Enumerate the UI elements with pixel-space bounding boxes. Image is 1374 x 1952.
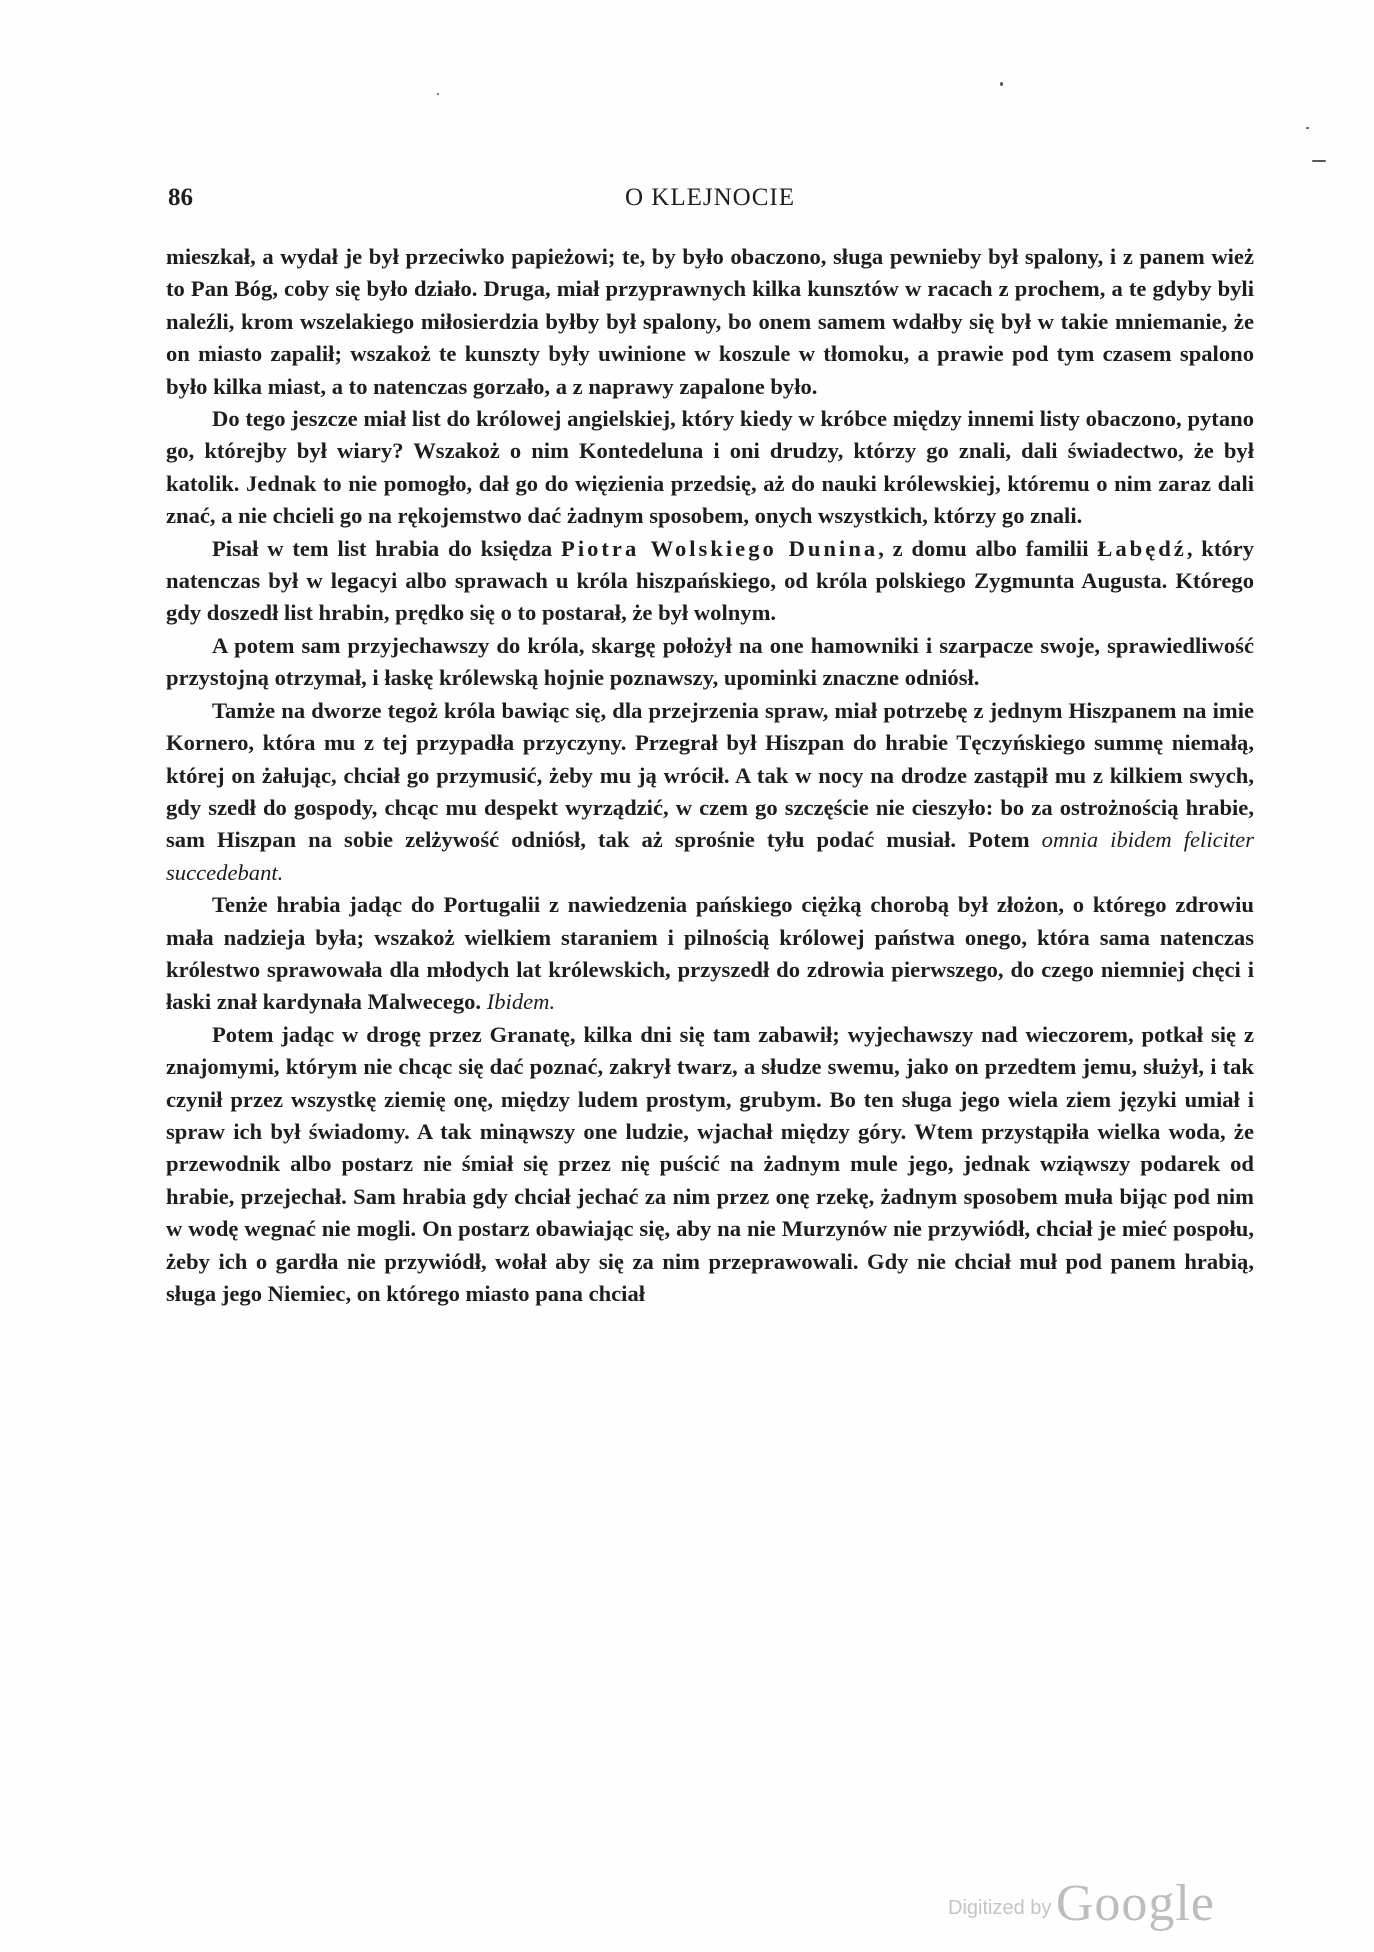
paragraph bbox=[166, 889, 1254, 1019]
paragraph bbox=[166, 403, 1254, 533]
text-run: Tenże hrabia jadąc do Portugalii z nawiedzenia pańskiego ciężką chorobą był złożon, o którego zdrowiu mała nadzieja była; wszakoż wielkiem staraniem i pilnością królowej państwa onego, która sama natenczas królestwo sprawowała dla młodych lat królewskich, przyszedł do zdrowia pierwszego, do czego niemniej chęci i łaski znał kardynała Malwecego. bbox=[166, 892, 1254, 1015]
running-head bbox=[168, 181, 1252, 215]
scan-speck bbox=[1000, 82, 1003, 86]
scan-speck bbox=[1306, 127, 1309, 129]
scan-speck bbox=[1312, 160, 1326, 162]
paragraph bbox=[166, 630, 1254, 695]
text-run: , który natenczas był w legacyi albo sprawach u króla hiszpańskiego, od króla polskiego Zygmunta Augusta. Którego gdy doszedł list hrabin, prędko się o to postarał, że był wolnym. bbox=[166, 535, 1254, 626]
spaced-name: Łabędź bbox=[1097, 535, 1187, 561]
text-run: , z domu albo familii bbox=[878, 535, 1098, 561]
paragraph bbox=[166, 695, 1254, 889]
spaced-name: Piotra Wolskiego Dunina bbox=[561, 535, 879, 561]
google-watermark bbox=[948, 1874, 1215, 1933]
page-number: 86 bbox=[168, 184, 193, 211]
google-logo: Google bbox=[1055, 1875, 1215, 1932]
italic-phrase: Ibidem. bbox=[486, 989, 556, 1015]
text-run: Potem jadąc w drogę przez Granatę, kilka dni się tam zabawił; wyjechawszy nad wieczorem, potkał się z znajomymi, którym nie chcąc się dać poznać, zakrył twarz, a słudze swemu, jako on przedtem jemu, służył, i tak czynił przez wszystkę ziemię onę, między ludem prostym, grubym. Bo ten sługa jego wiela ziem języki umiał i spraw ich był świadomy. A tak minąwszy one ludzie, wjachał między góry. Wtem przystąpiła wielka woda, że przewodnik albo postarz nie śmiał się przez nię puścić na żadnym mule jego, jednak wziąwszy podarek od hrabie, przejechał. Sam hrabia gdy chciał jechać za nim przez onę rzekę, żadnym sposobem muła bijąc pod nim w wodę wegnać nie mogli. On postarz obawiając się, aby na nie Murzynów nie przywiódł, chciał je mieć pospołu, żeby ich o gardła nie przywiódł, wołał aby się za nim przeprawowali. Gdy nie chciał muł pod panem hrabią, sługa jego Niemiec, on którego miasto pana chciał bbox=[166, 1021, 1254, 1306]
text-run: Pisał w tem list hrabia do księdza bbox=[212, 535, 562, 561]
scan-speck bbox=[437, 93, 439, 95]
paragraph bbox=[166, 1019, 1254, 1311]
text-run: mieszkał, a wydał je był przeciwko papieżowi; te, by było obaczono, sługa pewnieby był spalony, i z panem wież to Pan Bóg, coby się było działo. Druga, miał przyprawnych kilka kunsztów w racach z prochem, a te gdyby byli naleźli, krom wszelakiego miłosierdzia byłby był spalony, bo onem samem wdałby się był w takie mniemanie, że on miasto zapalił; wszakoż te kunszty były uwinione w koszule w tłomoku, a prawie pod tym czasem spalono było kilka miast, a to natenczas gorzało, a z naprawy zapalone było. bbox=[166, 244, 1254, 399]
text-run: Tamże na dworze tegoż króla bawiąc się, dla przejrzenia spraw, miał potrzebę z jednym Hiszpanem na imie Kornero, która mu z tej przypadła przyczyny. Przegrał był Hiszpan do hrabie Tęczyńskiego summę niemałą, której on żałując, chciał go przymusić, żeby mu ją wrócił. A tak w nocy na drodze zastąpił mu z kilkiem swych, gdy szedł do gospody, chcąc mu despekt wyrządzić, w czem go szczęście nie cieszyło: bo za ostrożnością hrabie, sam Hiszpan na sobie zelżywość odniósł, tak aż sprośnie tyłu podać musiał. Potem bbox=[166, 697, 1254, 853]
italic-phrase: omnia ibidem feliciter succedebant. bbox=[166, 827, 1254, 885]
running-title: O KLEJNOCIE bbox=[624, 184, 795, 211]
text-run: Do tego jeszcze miał list do królowej angielskiej, który kiedy w króbce między innemi listy obaczono, pytano go, którejby był wiary? Wszakoż o nim Kontedeluna i oni drudzy, którzy go znali, dali świadectwo, że był katolik. Jednak to nie pomogło, dał go do więzienia przedsię, aż do nauki królewskiej, któremu o nim zaraz dali znać, a nie chcieli go na rękojemstwo dać żadnym sposobem, onych wszystkich, którzy go znali. bbox=[166, 406, 1254, 529]
digitized-by-label: Digitized by bbox=[948, 1897, 1052, 1919]
text-run: A potem sam przyjechawszy do króla, skargę położył na one hamowniki i szarpacze swoje, sprawiedliwość przystojną otrzymał, i łaskę królewską hojnie poznawszy, upominki znaczne odniósł. bbox=[166, 632, 1254, 691]
paragraph bbox=[166, 533, 1254, 630]
body-text bbox=[166, 241, 1254, 1310]
paragraph bbox=[166, 241, 1254, 403]
